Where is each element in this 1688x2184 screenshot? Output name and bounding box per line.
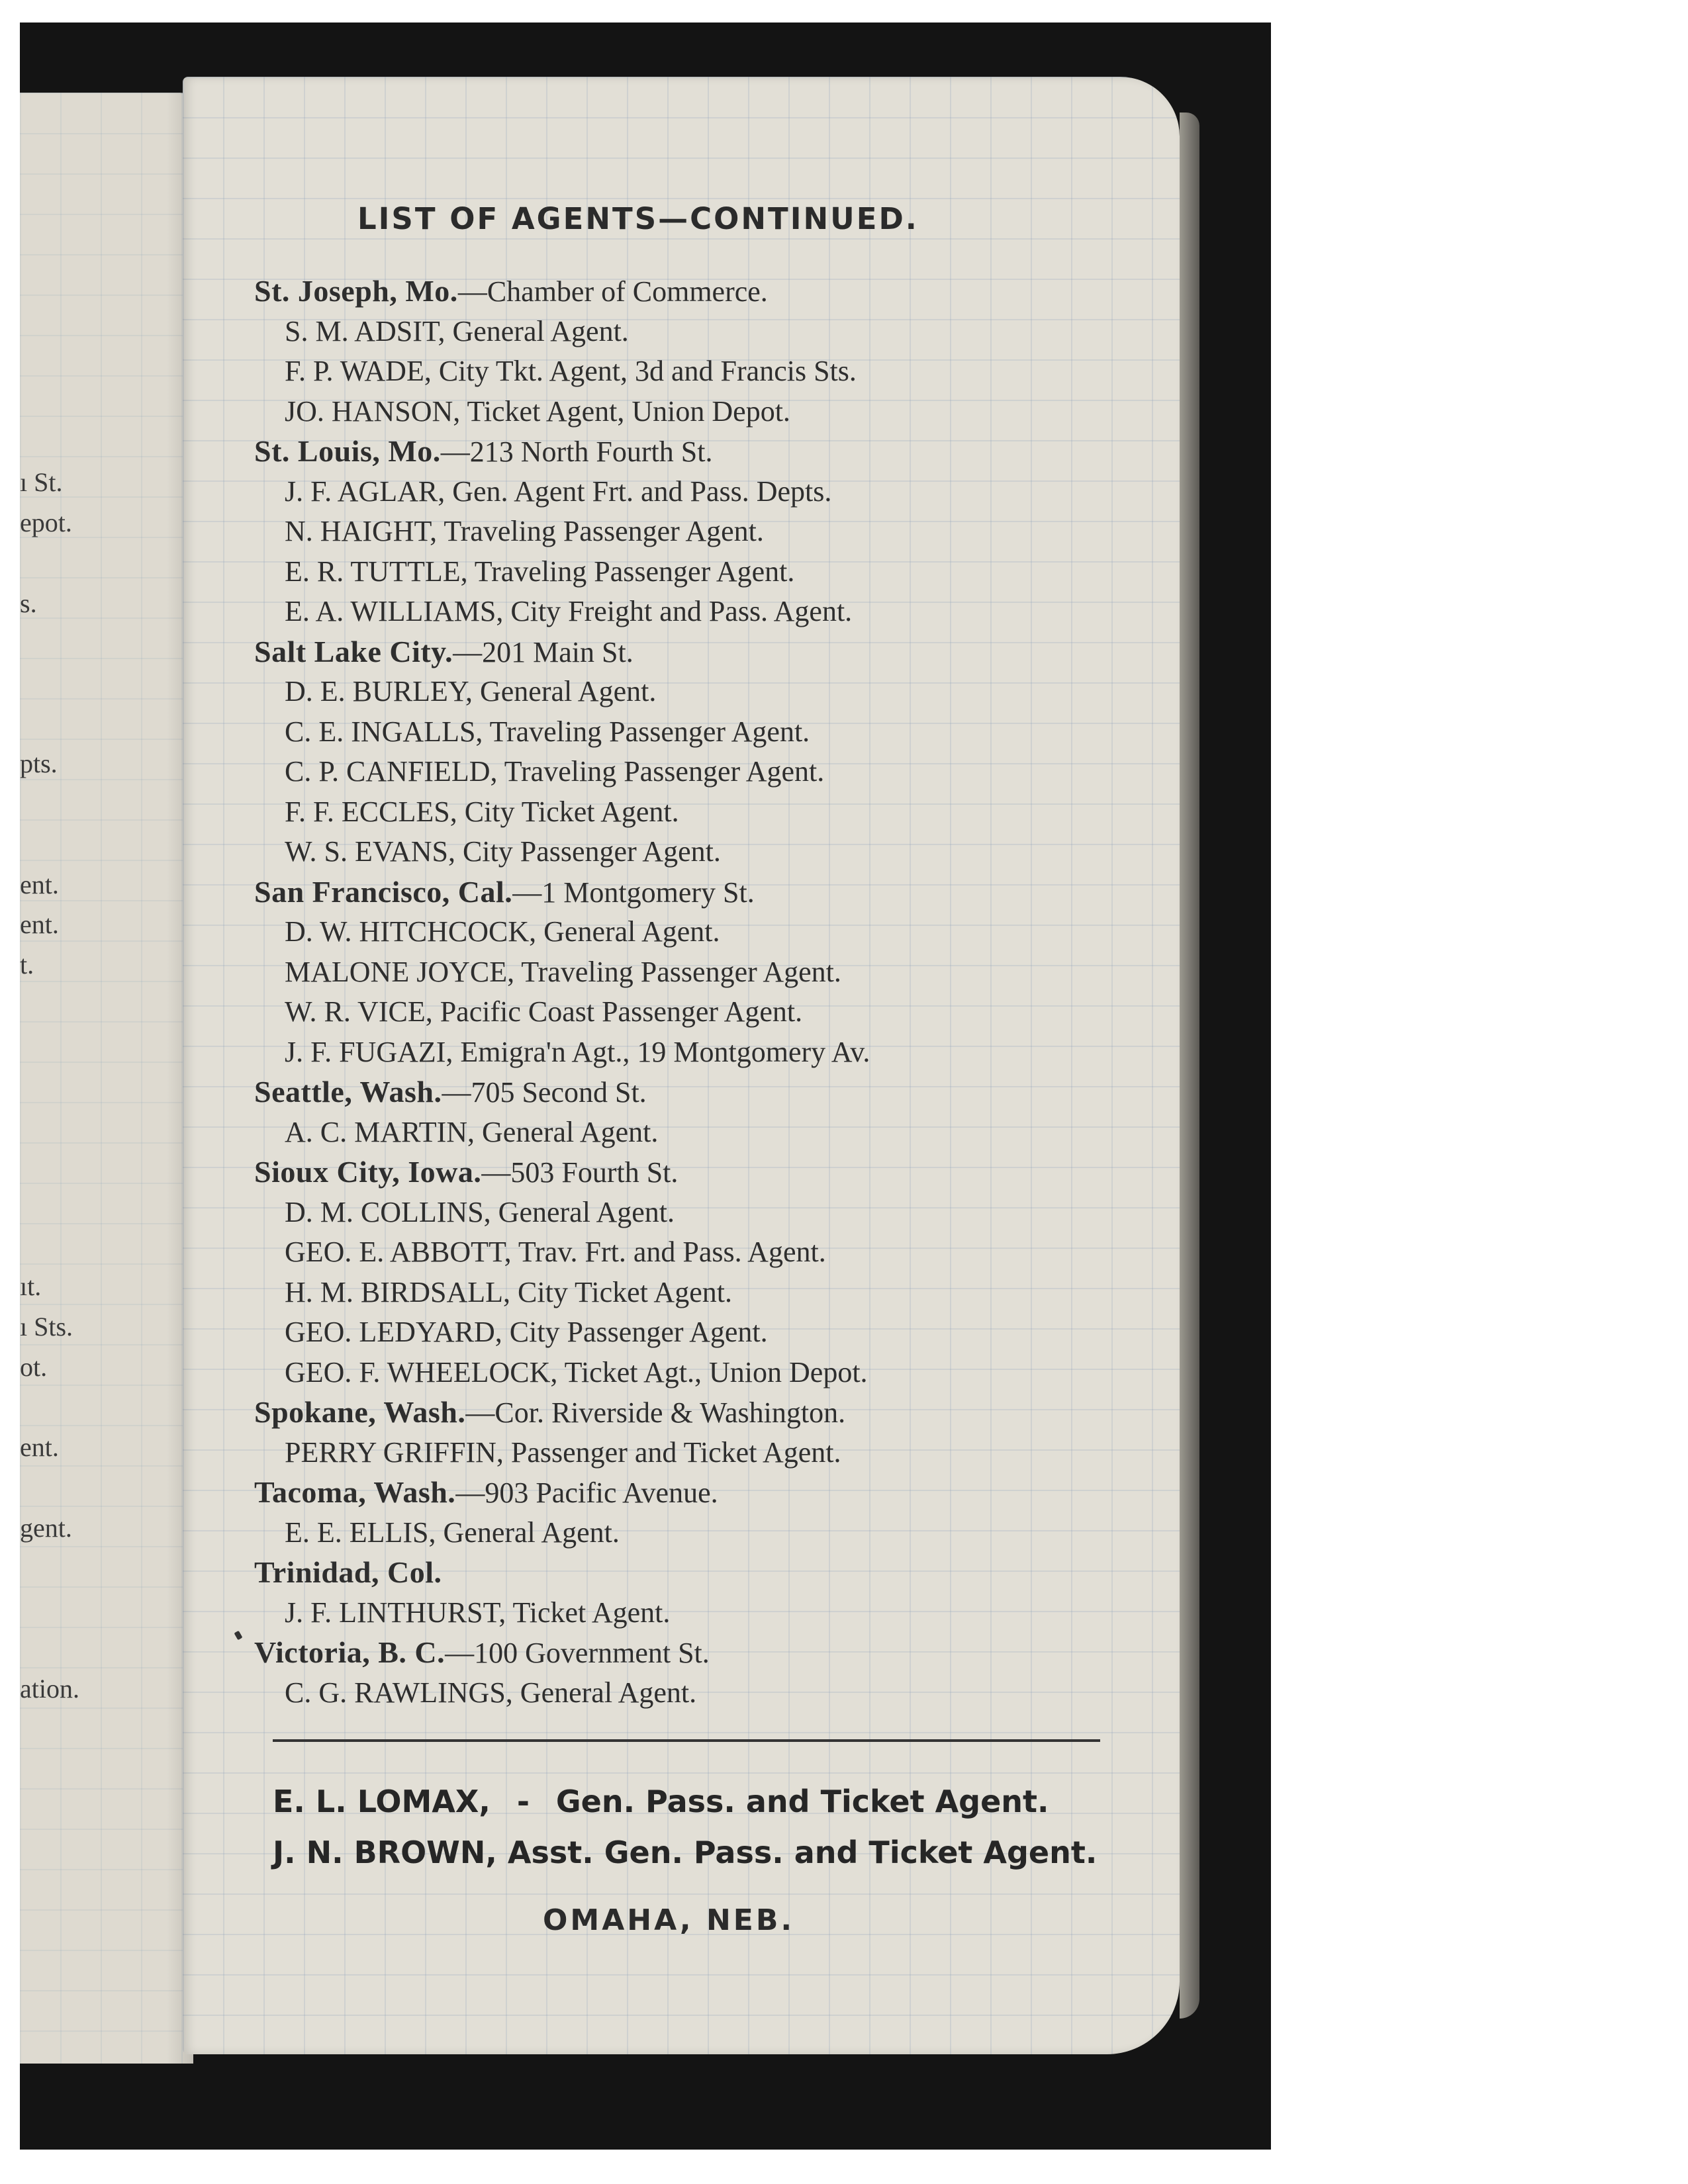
city-name: Salt Lake City. [254,634,453,668]
city-heading [254,632,1181,672]
agent-entry: E. E. ELLIS, General Agent. [285,1516,620,1549]
footer-lomax-dash: - [516,1784,530,1819]
city-name: Victoria, B. C. [254,1635,445,1669]
agent-entry: S. M. ADSIT, General Agent. [285,314,629,347]
footer-lomax-title: Gen. Pass. and Ticket Agent. [555,1784,1049,1819]
agent-entry: D. W. HITCHCOCK, General Agent. [285,915,720,948]
city-name: Trinidad, Col. [254,1555,442,1589]
left-page-fragment: ı Sts. [20,1312,73,1342]
agent-entry: JO. HANSON, Ticket Agent, Union Depot. [285,394,790,428]
agent-entry: W. R. VICE, Pacific Coast Passenger Agent. [285,995,803,1028]
city-name: Sioux City, Iowa. [254,1155,482,1189]
agent-entry: W. S. EVANS, City Passenger Agent. [285,835,721,868]
city-name: St. Louis, Mo. [254,434,441,468]
city-heading [254,1553,1181,1593]
city-address: —Cor. Riverside & Washington. [465,1396,846,1429]
city-address: —1 Montgomery St. [512,876,755,909]
left-page-fragment: gent. [20,1513,72,1543]
agent-entry: C. E. INGALLS, Traveling Passenger Agent. [285,715,810,748]
left-page-fragment: ıt. [20,1271,42,1301]
left-page-fragment: s. [20,588,37,618]
agent-entry: N. HAIGHT, Traveling Passenger Agent. [285,515,764,547]
agent-entry: C. P. CANFIELD, Traveling Passenger Agent. [285,755,825,788]
agent-list [254,271,1181,1713]
city-heading [254,1152,1181,1193]
agent-entry: GEO. E. ABBOTT, Trav. Frt. and Pass. Agent. [285,1236,826,1268]
city-heading [254,872,1181,913]
city-heading [254,271,1181,312]
left-page-fragment: ent. [20,1432,59,1462]
agent-entry: GEO. F. WHEELOCK, Ticket Agt., Union Depot. [285,1355,868,1388]
left-page-fragment: t. [20,950,34,979]
footer-brown-line: J. N. BROWN, Asst. Gen. Pass. and Ticket Agent. [273,1835,1098,1870]
left-page-fragment: epot. [20,508,72,537]
agent-entry: D. E. BURLEY, General Agent. [285,675,657,707]
agent-entry: H. M. BIRDSALL, City Ticket Agent. [285,1275,732,1308]
agent-entry: F. P. WADE, City Tkt. Agent, 3d and Francis Sts. [285,355,857,387]
agent-entry: A. C. MARTIN, General Agent. [285,1115,659,1148]
agent-entry: C. G. RAWLINGS, General Agent. [285,1676,697,1709]
left-page-fragment: ent. [20,870,59,899]
left-page-fragment: pts. [20,749,58,778]
city-heading [254,432,1181,472]
left-page-fragment: ation. [20,1674,79,1704]
agent-entry: J. F. LINTHURST, Ticket Agent. [285,1596,671,1629]
city-name: San Francisco, Cal. [254,874,513,909]
left-page-fragment: ot. [20,1352,48,1382]
city-address: —100 Government St. [445,1637,710,1669]
city-name: Seattle, Wash. [254,1075,442,1109]
left-facing-page [20,93,193,2064]
city-heading [254,1633,1181,1673]
footer-lomax-name: E. L. LOMAX, [273,1784,491,1819]
agent-entry: PERRY GRIFFIN, Passenger and Ticket Agent. [285,1435,841,1469]
city-name: Spokane, Wash. [254,1395,466,1429]
agent-entry: J. F. FUGAZI, Emigra'n Agt., 19 Montgomery Av. [285,1035,870,1068]
page-stack-edges [1180,113,1199,2019]
left-page-fragment: ı St. [20,467,63,497]
city-address: —Chamber of Commerce. [457,275,768,308]
city-address: —903 Pacific Avenue. [455,1477,718,1509]
city-heading [254,1072,1181,1113]
agent-entry: D. M. COLLINS, General Agent. [285,1195,675,1228]
agent-entry: E. A. WILLIAMS, City Freight and Pass. Agent. [285,595,853,627]
city-address: —201 Main St. [453,635,633,668]
city-address: —705 Second St. [442,1076,647,1109]
city-heading [254,1392,1181,1433]
footer-lomax-line [273,1784,1049,1819]
page-title: LIST OF AGENTS—CONTINUED. [357,201,919,236]
footer-city: OMAHA, NEB. [543,1903,795,1937]
agent-entry: E. R. TUTTLE, Traveling Passenger Agent. [285,555,795,588]
agent-entry: F. F. ECCLES, City Ticket Agent. [285,795,679,828]
city-heading [254,1473,1181,1513]
city-name: St. Joseph, Mo. [254,274,458,308]
agent-entry: J. F. AGLAR, Gen. Agent Frt. and Pass. Depts. [285,475,832,508]
city-address: —213 North Fourth St. [440,435,713,468]
left-page-fragment: ent. [20,909,59,939]
city-name: Tacoma, Wash. [254,1475,456,1509]
agent-entry: MALONE JOYCE, Traveling Passenger Agent. [285,955,841,988]
agent-entry: GEO. LEDYARD, City Passenger Agent. [285,1316,768,1348]
city-address: —503 Fourth St. [481,1156,679,1189]
horizontal-rule [273,1739,1100,1742]
